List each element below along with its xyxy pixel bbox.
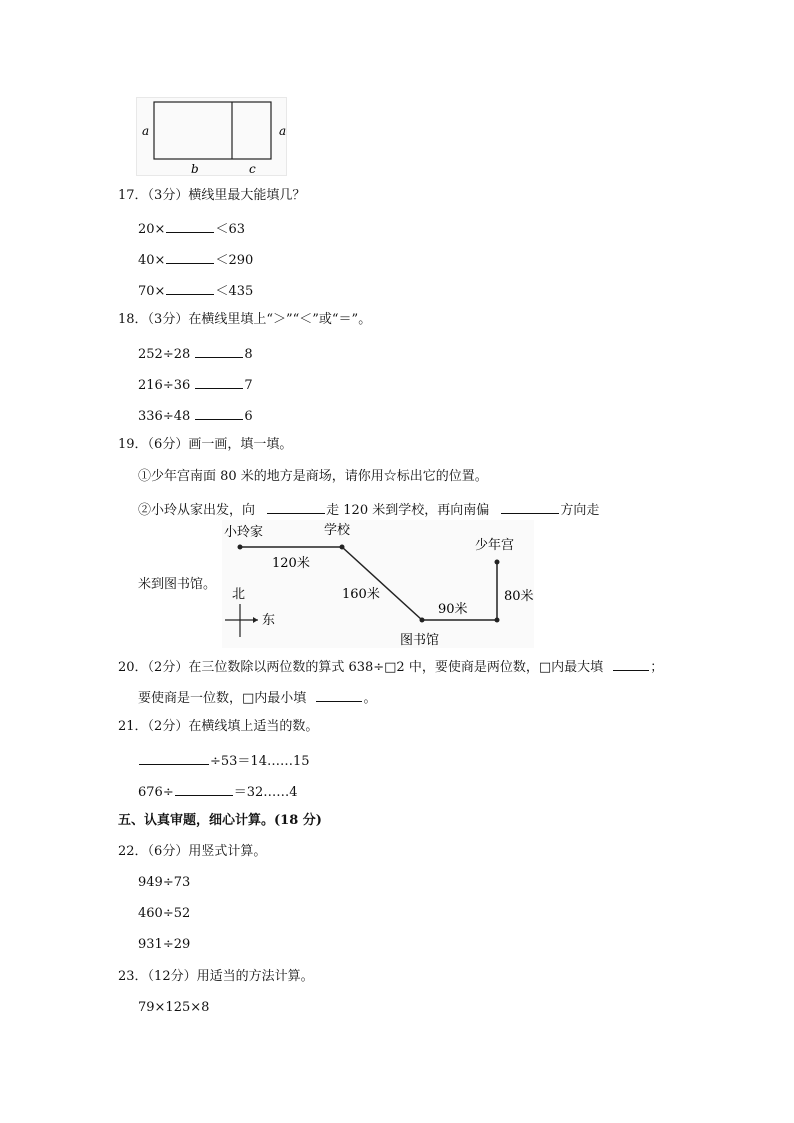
expr: 676÷: [138, 785, 174, 800]
route-map: [222, 520, 534, 648]
answer-blank[interactable]: [267, 500, 325, 514]
distance-90: 90米: [438, 602, 468, 617]
q22-line-3: 931÷29: [138, 937, 191, 952]
expr: 7: [244, 378, 253, 393]
answer-blank[interactable]: [175, 782, 233, 796]
label-a-left: a: [142, 124, 150, 138]
q19-item-2-end: 米到图书馆。: [138, 577, 217, 592]
expr: ＜435: [215, 284, 254, 299]
q22-title: 22．（6分）用竖式计算。: [118, 844, 267, 859]
label-north: 北: [232, 587, 246, 602]
text: 。: [363, 691, 377, 706]
expr: 336÷48: [138, 409, 191, 424]
q19-item-2: [138, 500, 599, 519]
expr: 40×: [138, 253, 166, 268]
library-point: [420, 618, 425, 623]
text: 20．（2分）在三位数除以两位数的算式 638÷□2 中，要使商是两位数，□内最大填: [118, 660, 604, 675]
answer-blank[interactable]: [166, 281, 214, 295]
text: ；: [650, 660, 664, 675]
q22-line-1: 949÷73: [138, 875, 191, 890]
corner-point: [495, 618, 500, 623]
q21-line-1: [138, 751, 310, 770]
distance-160: 160米: [342, 587, 380, 602]
q19-item-1: ①少年宫南面 80 米的地方是商场，请你用☆标出它的位置。: [138, 469, 488, 484]
q17-line-3: [138, 281, 253, 300]
section-heading: 五、认真审题，细心计算。(18 分): [118, 813, 322, 828]
label-palace: 少年宫: [475, 538, 515, 553]
q17-line-2: [138, 250, 253, 269]
school-point: [340, 545, 345, 550]
home-point: [238, 545, 243, 550]
label-b: b: [191, 162, 199, 176]
distance-80: 80米: [504, 589, 534, 604]
text: 要使商是一位数，□内最小填: [138, 691, 307, 706]
text: 走 120 米到学校，再向南偏: [326, 503, 490, 518]
expr: 216÷36: [138, 378, 191, 393]
q18-title: 18．（3分）在横线里填上“＞”“＜”或“＝”。: [118, 312, 372, 327]
q22-line-2: 460÷52: [138, 906, 191, 921]
answer-blank[interactable]: [195, 375, 243, 389]
q17-title: 17．（3分）横线里最大能填几？: [118, 188, 306, 203]
q18-line-1: [138, 344, 253, 363]
expr: ＜63: [215, 222, 245, 237]
expr: ＝32……4: [233, 785, 298, 800]
expr: 8: [244, 347, 253, 362]
expr: 20×: [138, 222, 166, 237]
answer-blank[interactable]: [139, 751, 209, 765]
label-home: 小玲家: [224, 525, 264, 540]
answer-blank[interactable]: [195, 406, 243, 420]
answer-blank[interactable]: [613, 657, 649, 671]
label-a-right: a: [279, 124, 287, 138]
q23-title: 23．（12分）用适当的方法计算。: [118, 969, 314, 984]
distance-120: 120米: [272, 556, 310, 571]
answer-blank[interactable]: [166, 250, 214, 264]
text: 方向走: [560, 503, 600, 518]
q21-line-2: [138, 782, 298, 801]
expr: 70×: [138, 284, 166, 299]
label-east: 东: [262, 613, 276, 628]
palace-point: [495, 560, 500, 565]
q20-line-2: [138, 688, 376, 707]
rectangle-figure: [136, 97, 291, 177]
answer-blank[interactable]: [166, 219, 214, 233]
expr: 6: [244, 409, 253, 424]
expr: ÷53＝14……15: [210, 754, 310, 769]
q20-line-1: [118, 657, 663, 676]
answer-blank[interactable]: [316, 688, 362, 702]
q17-line-1: [138, 219, 245, 238]
q19-title: 19．（6分）画一画，填一填。: [118, 437, 293, 452]
expr: 252÷28: [138, 347, 191, 362]
label-school: 学校: [324, 523, 351, 538]
expr: ＜290: [215, 253, 254, 268]
label-c: c: [249, 162, 256, 176]
q18-line-3: [138, 406, 253, 425]
answer-blank[interactable]: [195, 344, 243, 358]
q18-line-2: [138, 375, 253, 394]
text: ②小玲从家出发，向: [138, 503, 256, 518]
answer-blank[interactable]: [501, 500, 559, 514]
label-library: 图书馆: [400, 633, 440, 648]
q23-line-1: 79×125×8: [138, 1000, 210, 1015]
q21-title: 21．（2分）在横线填上适当的数。: [118, 719, 319, 734]
